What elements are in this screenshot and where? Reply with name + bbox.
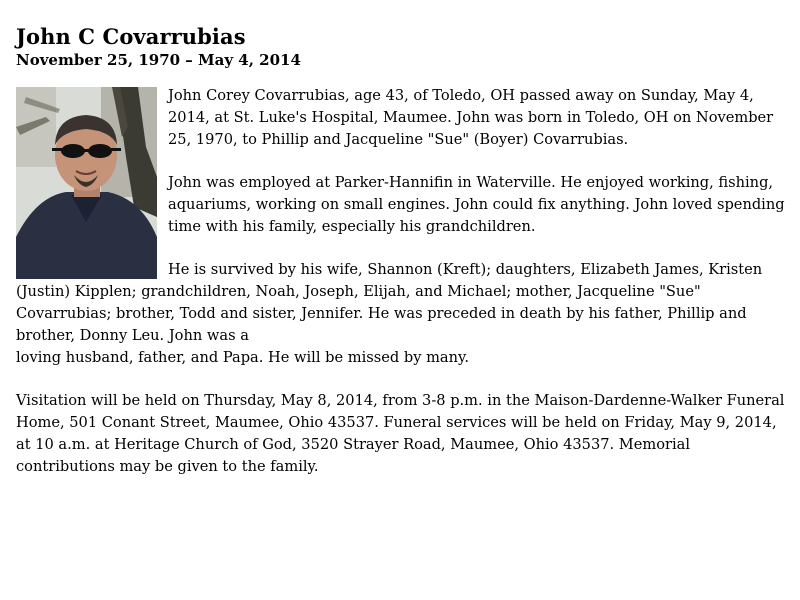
portrait-photo — [16, 87, 157, 279]
portrait-photo-icon — [16, 87, 157, 279]
obituary-document — [16, 24, 786, 477]
obituary-paragraph-4: Visitation will be held on Thursday, May 8, 2014, from 3-8 p.m. in the Maison-Dardenne-Walker Funeral Home, 501 Conant Street, Maumee, Ohio 43537. Funeral services will be held on Friday, May 9, 2014, at 10 a.m. at Heritage Church of God, 3520 Strayer Road, Maumee, Ohio 43537. Memorial contributions may be given to the family. — [16, 392, 785, 475]
obituary-body — [16, 85, 786, 477]
obituary-dates: November 25, 1970 – May 4, 2014 — [16, 51, 301, 69]
obituary-paragraph-3b: loving husband, father, and Papa. He will be missed by many. — [16, 348, 469, 366]
obituary-name: John C Covarrubias — [16, 24, 246, 49]
obituary-paragraph-2: John was employed at Parker-Hannifin in Waterville. He enjoyed working, fishing, aquariums, working on small engines. John could fix anything. John loved spending time with his family, especially his grandchildren. — [168, 174, 785, 235]
obituary-paragraph-1: John Corey Covarrubias, age 43, of Toledo, OH passed away on Sunday, May 4, 2014, at St. Luke's Hospital, Maumee. John was born in Toledo, OH on November 25, 1970, to Phillip and Jacqueline "Sue" (Boyer) Covarrubias. — [168, 87, 774, 148]
obituary-paragraph-3a: He is survived by his wife, Shannon (Kreft); daughters, Elizabeth James, Kristen (Justin) Kipplen; grandchildren, Noah, Joseph, Elijah, and Michael; mother, Jacqueline "Sue" Covarrubias; brother, Todd and sister, Jennifer. He was preceded in death by his father, Phillip and brother, Donny Leu. John was a — [16, 261, 763, 344]
paragraph-gap — [16, 368, 786, 390]
